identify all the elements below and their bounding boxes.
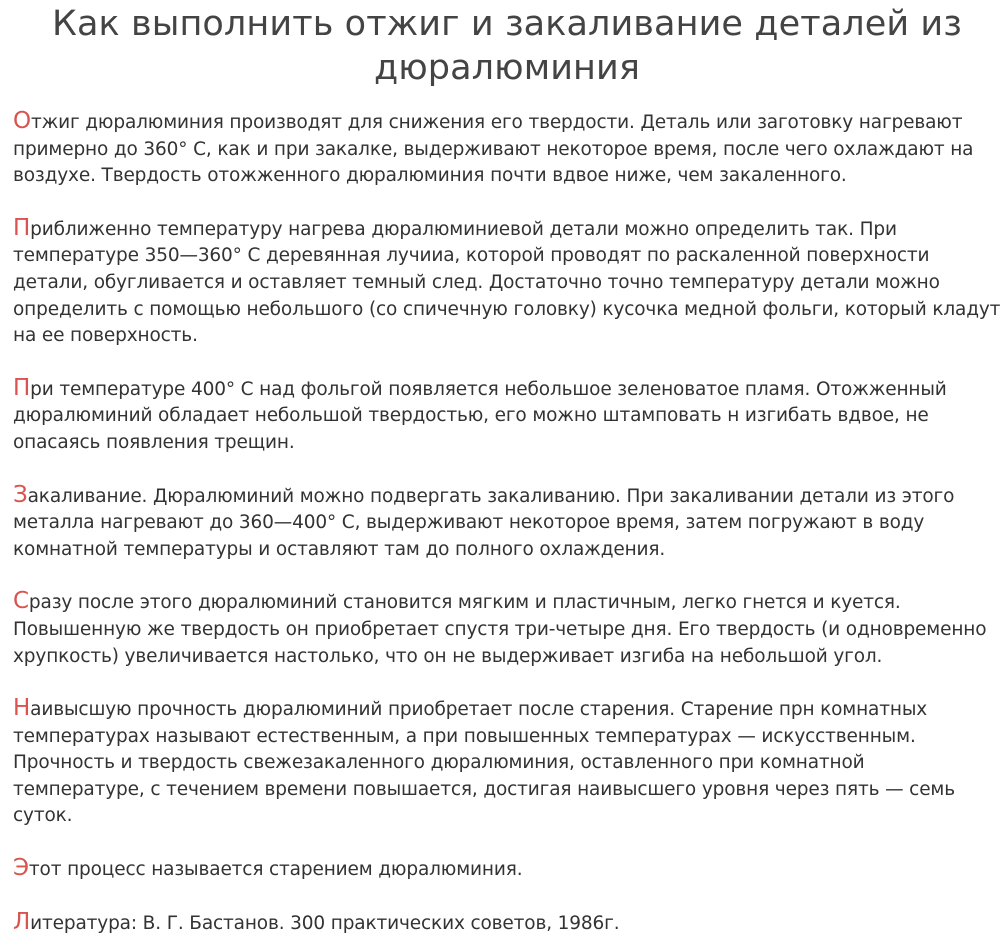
paragraph-foil-flame [13, 375, 1001, 457]
paragraph-text: акаливание. Дюралюминий можно подвергать закаливанию. При закаливании детали из этого металла нагревают до 360—400° С, выдерживают некоторое время, затем погружают в воду комнатной температуры и оставляют там до полного охлаждения. [13, 485, 955, 560]
drop-cap: Э [13, 855, 29, 882]
paragraph-text: итература: В. Г. Бастанов. 300 практических советов, 1986г. [30, 912, 620, 934]
paragraph-text: тжиг дюралюминия производят для снижения его твердости. Деталь или заготовку нагревают примерно до 360° С, как и при закалке, выдерживают некоторое время, после чего охлаждают на воздухе. Твердость отожженного дюралюминия почти вдвое ниже, чем закаленного. [13, 112, 974, 187]
article-title: Как выполнить отжиг и закаливание деталей из дюралюминия [52, 4, 962, 88]
paragraph-text: тот процесс называется старением дюралюминия. [28, 859, 523, 881]
article-body [13, 108, 1001, 937]
drop-cap: П [13, 374, 31, 401]
paragraph-process-name [13, 855, 1001, 884]
paragraph-after-hardening [13, 588, 1001, 670]
paragraph-text: аивысшую прочность дюралюминий приобретает после старения. Старение прн комнатных температурах называют естественным, а при повышенных температурах — искусственным. Прочность и твердость свежезакаленного дюралюминия, оставленного при комнатной температуре, с течением времени повышается, достигая наивысшего уровня через пять — семь суток. [13, 699, 955, 827]
drop-cap: Н [13, 695, 31, 722]
drop-cap: З [13, 481, 28, 508]
paragraph-references [13, 909, 1001, 937]
paragraph-text: ри температуре 400° С над фольгой появляется небольшое зеленоватое пламя. Отожженный дюралюминий обладает небольшой твердостью, его можно штамповать н изгибать вдвое, не опасаясь появления трещин. [13, 378, 947, 453]
paragraph-hardening [13, 482, 1001, 564]
paragraph-temperature-estimate [13, 215, 1001, 350]
paragraph-text: риближенно температуру нагрева дюралюминиевой детали можно определить так. При температуре 350—360° С деревянная лучииа, которой проводят по раскаленной поверхности детали, обугливается и оставляет темный след. Достаточно точно температуру детали можно определить с помощью небольшого (со спичечную головку) кусочка медной фольги, который кладут на ее поверхность. [13, 218, 1001, 347]
drop-cap: Л [13, 908, 31, 935]
paragraph-annealing [13, 108, 1001, 190]
drop-cap: С [13, 588, 29, 615]
paragraph-aging [13, 695, 1001, 830]
paragraph-text: разу после этого дюралюминий становится мягким и пластичным, легко гнется и куется. Повышенную же твердость он приобретает спустя три-четыре дня. Его твердость (и одновременно хрупкость) увеличивается настолько, что он не выдерживает изгиба на небольшой угол. [13, 592, 987, 667]
drop-cap: О [13, 108, 31, 134]
drop-cap: П [13, 214, 31, 241]
